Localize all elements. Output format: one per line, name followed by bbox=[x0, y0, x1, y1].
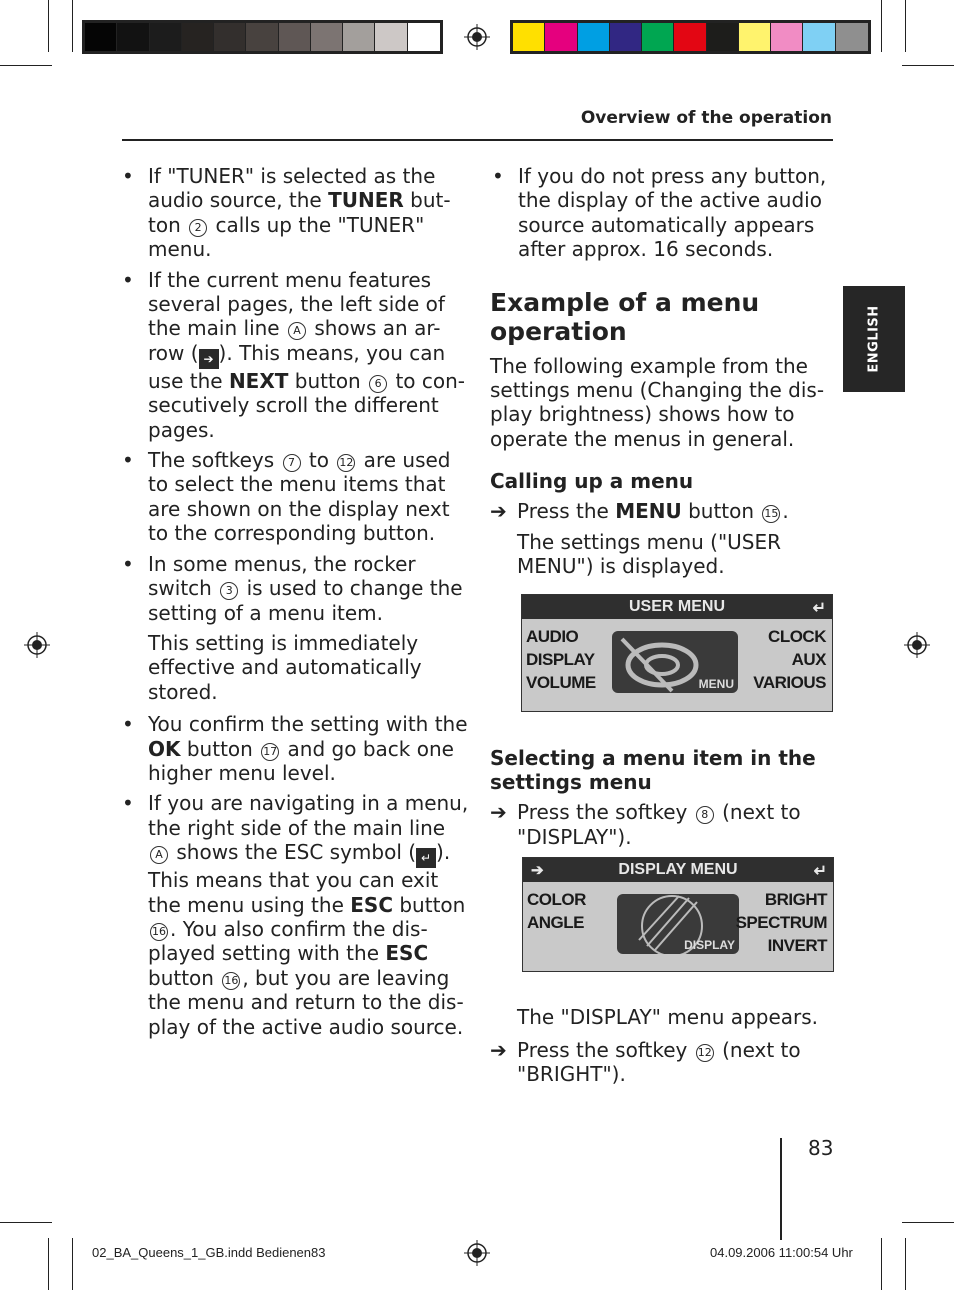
lcd-item-aux: AUX bbox=[791, 650, 826, 669]
callout-number: 16 bbox=[222, 972, 240, 990]
registration-mark-icon bbox=[24, 632, 50, 658]
list-item: • If the current menu features several pages, the left side of the main line A shows an ar-row ( ➔ ). This means, you can use the NEXT button 6 to con-secutively scroll the different pages. bbox=[120, 268, 470, 442]
callout-letter: A bbox=[288, 322, 306, 340]
crop-mark bbox=[881, 0, 882, 52]
next-arrow-icon: ➔ bbox=[531, 862, 544, 879]
crop-mark bbox=[902, 65, 954, 66]
crop-mark bbox=[72, 1238, 73, 1290]
intro-paragraph: The following example from the settings menu (Changing the dis-play brightness) shows how to operate the menus in general. bbox=[490, 353, 825, 451]
footer-file-info: 02_BA_Queens_1_GB.indd Bedienen83 bbox=[92, 1245, 326, 1260]
instruction-step: ➔ Press the MENU button 15 . bbox=[490, 499, 789, 524]
step-arrow-icon: ➔ bbox=[490, 1037, 507, 1062]
color-swatch bbox=[707, 23, 739, 51]
color-swatch bbox=[513, 23, 545, 51]
callout-number: 2 bbox=[189, 219, 207, 237]
left-column bbox=[120, 164, 470, 1045]
crop-mark bbox=[72, 0, 73, 52]
instruction-step: ➔ Press the softkey 12 (next to "BRIGHT"). bbox=[490, 1037, 801, 1087]
callout-number: 16 bbox=[150, 923, 168, 941]
list-item: • You confirm the setting with the OK button 17 and go back one higher menu level. bbox=[120, 712, 470, 785]
lcd-item-color: COLOR bbox=[527, 890, 586, 909]
lcd-title-bar: ➔ DISPLAY MENU ↵ bbox=[523, 858, 833, 882]
crop-mark bbox=[905, 0, 906, 52]
color-swatch bbox=[150, 23, 182, 51]
section-heading: Example of a menu operation bbox=[490, 287, 760, 346]
callout-number: 17 bbox=[261, 743, 279, 761]
step-arrow-icon: ➔ bbox=[490, 499, 507, 524]
callout-number: 3 bbox=[220, 582, 238, 600]
lcd-item-angle: ANGLE bbox=[527, 913, 584, 932]
esc-icon: ↵ bbox=[813, 863, 827, 880]
language-tab: ENGLISH bbox=[843, 286, 905, 392]
color-swatch bbox=[803, 23, 835, 51]
callout-number: 7 bbox=[283, 454, 301, 472]
color-swatch bbox=[408, 23, 440, 51]
color-swatch bbox=[642, 23, 674, 51]
callout-number: 15 bbox=[762, 505, 780, 523]
color-swatch bbox=[610, 23, 642, 51]
crop-mark bbox=[48, 1238, 49, 1290]
lcd-item-various: VARIOUS bbox=[753, 673, 826, 692]
step-result: The "DISPLAY" menu appears. bbox=[517, 1005, 819, 1030]
color-swatch bbox=[674, 23, 706, 51]
crop-mark bbox=[902, 1222, 954, 1223]
list-item: • The softkeys 7 to 12 are used to select the menu items that are shown on the display next to the corresponding button. bbox=[120, 448, 470, 546]
callout-number: 12 bbox=[337, 454, 355, 472]
lcd-item-invert: INVERT bbox=[767, 936, 827, 955]
registration-mark-icon bbox=[464, 24, 490, 50]
color-swatch bbox=[311, 23, 343, 51]
crop-mark bbox=[905, 1238, 906, 1290]
list-item: • If you do not press any button, the display of the active audio source automatically appears after approx. 16 seconds. bbox=[490, 164, 835, 262]
color-swatch bbox=[117, 23, 149, 51]
crop-mark bbox=[0, 65, 52, 66]
color-swatch bbox=[214, 23, 246, 51]
registration-mark-icon bbox=[904, 632, 930, 658]
color-bar bbox=[510, 20, 871, 54]
color-swatch bbox=[578, 23, 610, 51]
page-number-divider bbox=[780, 1138, 782, 1240]
color-swatch bbox=[836, 23, 868, 51]
section-title: Overview of the operation bbox=[580, 108, 832, 128]
color-swatch bbox=[85, 23, 117, 51]
page-number: 83 bbox=[808, 1136, 834, 1160]
color-swatch bbox=[246, 23, 278, 51]
crop-mark bbox=[48, 0, 49, 52]
footer-datetime: 04.09.2006 11:00:54 Uhr bbox=[710, 1245, 853, 1260]
callout-number: 6 bbox=[369, 375, 387, 393]
lcd-item-clock: CLOCK bbox=[768, 627, 826, 646]
color-swatch bbox=[739, 23, 771, 51]
callout-number: 12 bbox=[696, 1044, 714, 1062]
lcd-title-bar: USER MENU ↵ bbox=[522, 595, 832, 619]
instruction-step: ➔ Press the softkey 8 (next to "DISPLAY"). bbox=[490, 800, 801, 849]
lcd-display-menu bbox=[522, 857, 834, 972]
menu-graphic: MENU bbox=[612, 631, 738, 693]
list-item: • If "TUNER" is selected as the audio source, the TUNER but-ton 2 calls up the "TUNER" menu. bbox=[120, 164, 470, 262]
lcd-item-bright: BRIGHT bbox=[764, 890, 827, 909]
list-item: • In some menus, the rocker switch 3 is used to change the setting of a menu item. bbox=[120, 552, 470, 625]
esc-icon: ↵ bbox=[812, 600, 826, 617]
crop-mark bbox=[0, 1222, 52, 1223]
crop-mark bbox=[881, 1238, 882, 1290]
next-arrow-icon: ➔ bbox=[199, 349, 219, 369]
color-swatch bbox=[375, 23, 407, 51]
subheading: Selecting a menu item in the settings menu bbox=[490, 746, 816, 795]
color-swatch bbox=[545, 23, 577, 51]
paragraph: This setting is immediately effective and automatically stored. bbox=[148, 630, 422, 704]
lcd-user-menu bbox=[521, 594, 833, 712]
color-swatch bbox=[279, 23, 311, 51]
list-item: • If you are navigating in a menu, the right side of the main line A shows the ESC symbol ( ↵ ). This means that you can exit the menu using the ESC button 16 . You also confirm the dis-played setting with the ESC button 16 , but you are leaving the menu and return to the dis-play of the active audio source. bbox=[120, 791, 470, 1039]
step-result: The settings menu ("USER MENU") is displayed. bbox=[517, 529, 782, 579]
color-swatch bbox=[771, 23, 803, 51]
color-swatch bbox=[182, 23, 214, 51]
lcd-item-display: DISPLAY bbox=[526, 650, 595, 669]
esc-icon: ↵ bbox=[416, 848, 436, 868]
lcd-item-spectrum: SPECTRUM bbox=[735, 913, 827, 932]
color-swatch bbox=[343, 23, 375, 51]
registration-mark-icon bbox=[464, 1240, 490, 1266]
subheading: Calling up a menu bbox=[490, 469, 694, 494]
step-arrow-icon: ➔ bbox=[490, 800, 507, 825]
display-graphic: DISPLAY bbox=[617, 894, 739, 954]
header-divider bbox=[122, 139, 833, 141]
lcd-item-audio: AUDIO bbox=[526, 627, 579, 646]
callout-letter: A bbox=[150, 846, 168, 864]
lcd-item-volume: VOLUME bbox=[526, 673, 596, 692]
callout-number: 8 bbox=[696, 806, 714, 824]
grayscale-bar bbox=[82, 20, 443, 54]
